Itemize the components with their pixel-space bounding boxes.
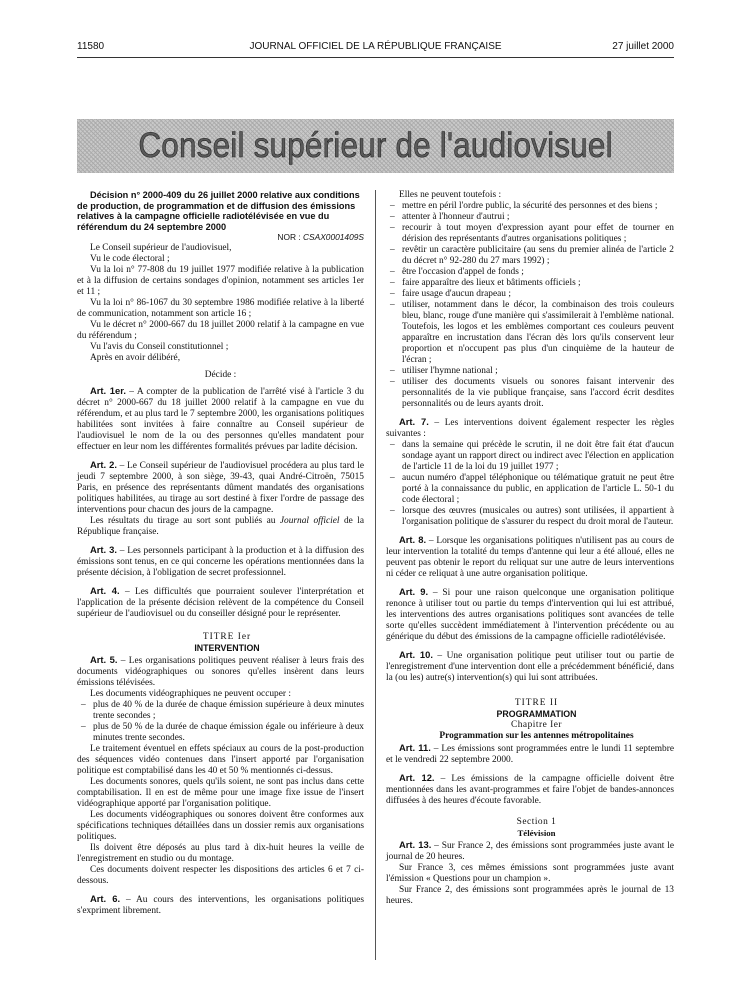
article-2-paragraph	[77, 516, 364, 538]
titre-2-heading: TITRE II	[514, 698, 559, 708]
decision-title: Décision n° 2000-409 du 26 juillet 2000 relative aux conditions de production, de programmation et de diffusion des émissions relatives à la campagne officielle radiotélévisée en vue du référendum du 24 septembre 2000	[77, 190, 360, 232]
list-item: – lorsque des œuvres (musicales ou autres) sont utilisées, il appartient à l'organisation politique de s'assurer du respect du droit moral de l'auteur.	[386, 506, 674, 528]
section-heading: Section 1	[516, 817, 557, 827]
article-text: – Une organisation politique peut utiliser tout ou partie de l'enregistrement d'une intervention dont elle a précédemment bénéficié, dans la (ou les) autre(s) intervention(s) qui lui sont attribuées.	[386, 651, 674, 683]
titre-1-heading: TITRE Ier	[202, 632, 252, 642]
list-item: – être l'occasion d'appel de fonds ;	[386, 267, 674, 278]
article-4	[77, 585, 364, 620]
list-item: – faire apparaître des lieux et bâtiments officiels ;	[386, 278, 674, 289]
decide-heading: Décide :	[204, 370, 237, 380]
article-5-paragraph: Le traitement éventuel en effets spéciaux au cours de la post-production des séquences vidéo contenues dans l'insert apporté par l'organisation politique est comptabilisé dans les 40 et 50 % mentionnés ci-dessus.	[77, 744, 364, 776]
titre-2-subheading: PROGRAMMATION	[496, 709, 577, 719]
article-text: – Au cours des interventions, les organisations politiques s'expriment librement.	[77, 895, 364, 916]
left-column	[77, 190, 364, 917]
article-5-paragraph: Les documents sonores, quels qu'ils soient, ne sont pas inclus dans cette comptabilisation. Il en est de même pour une image fixe issue de l'insert vidéographique apporté par l'organisation politique.	[77, 777, 364, 809]
visa-line: Le Conseil supérieur de l'audiovisuel,	[90, 243, 232, 253]
article-2	[77, 459, 364, 516]
list-item: – utiliser, notamment dans le décor, la combinaison des trois couleurs bleu, blanc, rouge d'une manière qui s'assimilerait à l'emblème national. Toutefois, les logos et les emblèmes comportant ces couleurs peuvent apparaître en incrustation dans l'écran dès lors qu'ils conservent leur proportion et n'occupent pas plus d'un cinquième de la hauteur de l'écran ;	[386, 300, 674, 366]
list-item: – faire usage d'aucun drapeau ;	[386, 289, 674, 300]
article-label: Art. 9.	[399, 586, 429, 597]
article-text: – Les difficultés que pourraient soulever l'interprétation et l'application de la présente décision relèvent de la compétence du Conseil supérieur de l'audiovisuel ou du conseiller désigné pour le représenter.	[77, 587, 364, 619]
journal-title: JOURNAL OFFICIEL DE LA RÉPUBLIQUE FRANÇAISE	[249, 41, 502, 52]
article-label: Art. 4.	[90, 585, 120, 596]
nor-label: NOR :	[277, 232, 301, 242]
article-label: Art. 10.	[399, 649, 433, 660]
visa-line: Vu l'avis du Conseil constitutionnel ;	[90, 342, 229, 352]
article-label: Art. 5.	[90, 654, 118, 665]
article-7-list	[386, 440, 674, 528]
article-label: Art. 6.	[90, 893, 121, 904]
article-6-list	[386, 201, 674, 410]
journal-reference: Journal officiel	[279, 516, 340, 526]
article-text: – Le Conseil supérieur de l'audiovisuel procédera au plus tard le jeudi 7 septembre 2000, à son siège, 39-43, quai André-Citroën, 75015 Paris, en présence des représentants dûment mandatés des organisations politiques habilitées, au tirage au sort destiné à fixer l'ordre de passage des interventions pour chacun des jours de la campagne.	[77, 461, 364, 515]
list-item: – plus de 50 % de la durée de chaque émission égale ou inférieure à deux minutes trente secondes.	[77, 722, 364, 744]
article-6-intro: Elles ne peuvent toutefois :	[399, 190, 502, 200]
list-item: – dans la semaine qui précède le scrutin, il ne doit être fait état d'aucun sondage ayant un rapport direct ou indirect avec l'élection en application de l'article 11 de la loi du 19 juillet 1977 ;	[386, 440, 674, 473]
article-8	[386, 534, 674, 580]
article-7	[386, 416, 674, 440]
article-label: Art. 12.	[399, 772, 435, 783]
article-text: – Les organisations politiques peuvent réaliser à leurs frais des documents vidéographiques ou sonores qu'elles insèrent dans leurs émissions télévisées.	[77, 656, 364, 688]
article-6	[77, 893, 364, 917]
running-header	[77, 41, 674, 55]
text-run: Les résultats du tirage au sort sont publiés au	[90, 516, 280, 526]
article-5-paragraph: Les documents vidéographiques ou sonores doivent être conformes aux spécifications techniques détaillées dans un dossier remis aux organisations politiques.	[77, 810, 364, 842]
article-5-paragraph: Les documents vidéographiques ne peuvent occuper :	[90, 689, 291, 699]
article-5	[77, 654, 364, 689]
article-label: Art. 3.	[90, 544, 117, 555]
article-text: – Sur France 2, des émissions sont programmées juste avant le journal de 20 heures.	[386, 841, 674, 862]
section-title: Télévision	[517, 828, 556, 838]
article-label: Art. 7.	[399, 416, 429, 427]
article-text: – Les personnels participant à la production et à la diffusion des émissions sont tenus, en ce qui concerne les opérations mentionnées dans la présente décision, à l'obligation de secret professionnel.	[77, 546, 364, 578]
header-rule	[77, 57, 674, 58]
visa-line: Vu le code électoral ;	[90, 254, 170, 264]
right-column	[386, 190, 674, 907]
nor-reference	[77, 232, 364, 243]
article-label: Art. 8.	[399, 534, 427, 545]
issue-date: 27 juillet 2000	[612, 41, 674, 52]
page-number: 11580	[77, 41, 105, 52]
list-item: – revêtir un caractère publicitaire (au sens du premier alinéa de l'article 2 du décret n° 92-280 du 27 mars 1992) ;	[386, 245, 674, 267]
article-text: – Les émissions de la campagne officielle doivent être mentionnées dans les avant-programmes et faire l'objet de bandes-annonces diffusées à des heures d'écoute favorable.	[386, 774, 674, 806]
titre-1-subheading: INTERVENTION	[194, 643, 260, 653]
banner-title: Conseil supérieur de l'audiovisuel	[138, 126, 613, 165]
article-9	[386, 586, 674, 643]
article-text: – Lorsque les organisations politiques n'utilisent pas au cours de leur intervention la totalité du temps d'antenne qui leur a été alloué, elles ne peuvent pas obtenir le report du reliquat sur une autre de leurs interventions ni céder ce reliquat à une autre organisation politique.	[386, 536, 674, 579]
nor-code: CSAX0001409S	[303, 232, 364, 242]
article-13-paragraph: Sur France 2, des émissions sont programmées après le journal de 13 heures.	[386, 885, 674, 906]
article-12	[386, 772, 674, 807]
article-text: – Les interventions doivent également respecter les règles suivantes :	[386, 418, 674, 439]
list-item: – utiliser l'hymne national ;	[386, 366, 674, 377]
article-5-paragraph: Ils doivent être déposés au plus tard à dix-huit heures la veille de l'enregistrement en studio ou du montage.	[77, 843, 364, 864]
chapter-heading: Chapitre Ier	[510, 720, 563, 730]
chapter-title: Programmation sur les antennes métropolitaines	[439, 731, 634, 741]
list-item: – plus de 40 % de la durée de chaque émission supérieure à deux minutes trente secondes ;	[77, 700, 364, 722]
text-run: de la République française.	[77, 516, 364, 537]
visa-line: Vu le décret n° 2000-667 du 18 juillet 2000 relatif à la campagne en vue du référendum ;	[77, 320, 364, 341]
article-text: – A compter de la publication de l'arrêté visé à l'article 3 du décret n° 2000-667 du 18 juillet 2000 relatif à la campagne en vue du référendum, et au plus tard le 7 septembre 2000, les organisations politiques habilitées sont invitées à faire connaître au Conseil supérieur de l'audiovisuel le nom de la ou des personnes qu'elles mandatent pour effectuer en leur nom les différentes formalités prévues par ladite décision.	[77, 387, 364, 452]
article-10	[386, 649, 674, 684]
article-3	[77, 544, 364, 579]
visa-line: Vu la loi n° 77-808 du 19 juillet 1977 modifiée relative à la publication et à la diffusion de certains sondages d'opinion, notamment ses articles 1er et 11 ;	[77, 265, 364, 297]
article-label: Art. 11.	[399, 742, 431, 753]
article-5-list	[77, 700, 364, 744]
article-text: – Les émissions sont programmées entre le lundi 11 septembre et le vendredi 22 septembre 2000.	[386, 744, 675, 765]
article-11	[386, 742, 674, 766]
article-13	[386, 839, 674, 863]
article-5-paragraph: Ces documents doivent respecter les dispositions des articles 6 et 7 ci-dessous.	[77, 865, 364, 886]
list-item: – attenter à l'honneur d'autrui ;	[386, 212, 674, 223]
section-banner	[77, 119, 674, 173]
list-item: – mettre en péril l'ordre public, la sécurité des personnes et des biens ;	[386, 201, 674, 212]
visa-line: Après en avoir délibéré,	[90, 353, 181, 363]
article-text: – Si pour une raison quelconque une organisation politique renonce à utiliser tout ou partie du temps d'intervention qui lui est attribué, les interventions des autres organisations politiques sont avancées de telle sorte qu'elles succèdent immédiatement à l'intervention précédente ou au générique du début des émissions de la campagne officielle radiotélévisée.	[386, 588, 674, 642]
visa-line: Vu la loi n° 86-1067 du 30 septembre 1986 modifiée relative à la liberté de communication, notamment son article 16 ;	[77, 298, 364, 319]
column-divider	[375, 190, 376, 960]
article-label: Art. 1er.	[90, 385, 126, 396]
article-label: Art. 13.	[399, 839, 432, 850]
list-item: – utiliser des documents visuels ou sonores faisant intervenir des personnalités de la vie publique française, sans l'accord écrit desdites personnalités ou de leurs ayants droit.	[386, 377, 674, 410]
article-label: Art. 2.	[90, 459, 117, 470]
list-item: – recourir à tout moyen d'expression ayant pour effet de tourner en dérision des représentants d'autres organisations politiques ;	[386, 223, 674, 245]
list-item: – aucun numéro d'appel téléphonique ou télématique gratuit ne peut être porté à la connaissance du public, en application de l'article L. 50-1 du code électoral ;	[386, 473, 674, 506]
article-13-paragraph: Sur France 3, ces mêmes émissions sont programmées juste avant l'émission « Questions pour un champion ».	[386, 863, 674, 884]
article-1	[77, 385, 364, 453]
